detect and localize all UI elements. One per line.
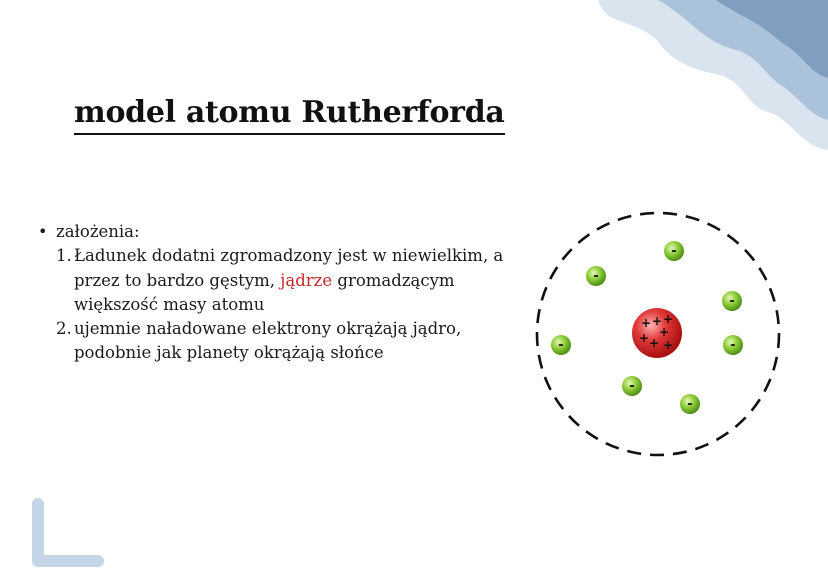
item-text-end: gromadzącym większość masy atomu bbox=[74, 270, 455, 314]
electron bbox=[664, 241, 684, 261]
plus-sign: + bbox=[648, 336, 660, 350]
highlighted-word: jądrze bbox=[280, 270, 333, 290]
electron bbox=[680, 394, 700, 414]
slide-title: model atomu Rutherforda bbox=[74, 94, 505, 135]
plus-sign: + bbox=[640, 316, 652, 330]
numbered-item-1 bbox=[36, 244, 516, 317]
atom-diagram bbox=[530, 206, 786, 462]
item-text: Ładunek dodatni zgromadzony jest w niewielkim, a przez to bardzo gęstym, bbox=[74, 246, 504, 290]
minus-sign: - bbox=[629, 379, 635, 394]
electron bbox=[723, 335, 743, 355]
electron bbox=[622, 376, 642, 396]
item-text: ujemnie naładowane elektrony okrążają jądro, podobnie jak planety okrążają słońce bbox=[74, 319, 462, 363]
minus-sign: - bbox=[593, 269, 599, 284]
item-marker: 2. bbox=[56, 319, 72, 339]
decorative-corner-blob bbox=[598, 0, 828, 150]
electron bbox=[722, 291, 742, 311]
minus-sign: - bbox=[671, 244, 677, 259]
electron bbox=[551, 335, 571, 355]
minus-sign: - bbox=[687, 397, 693, 412]
electron bbox=[586, 266, 606, 286]
plus-sign: + bbox=[651, 314, 663, 328]
minus-sign: - bbox=[558, 338, 564, 353]
plus-sign: + bbox=[662, 312, 674, 326]
item-marker: 1. bbox=[56, 246, 72, 266]
plus-sign: + bbox=[662, 338, 674, 352]
bullet-item bbox=[36, 220, 516, 244]
content-list bbox=[36, 220, 516, 366]
plus-sign: + bbox=[638, 331, 650, 345]
bullet-text: założenia: bbox=[56, 222, 140, 241]
numbered-item-2 bbox=[36, 317, 516, 366]
minus-sign: - bbox=[729, 294, 735, 309]
plus-sign: + bbox=[658, 325, 670, 339]
bullet-dot-icon: • bbox=[38, 222, 48, 241]
minus-sign: - bbox=[730, 338, 736, 353]
